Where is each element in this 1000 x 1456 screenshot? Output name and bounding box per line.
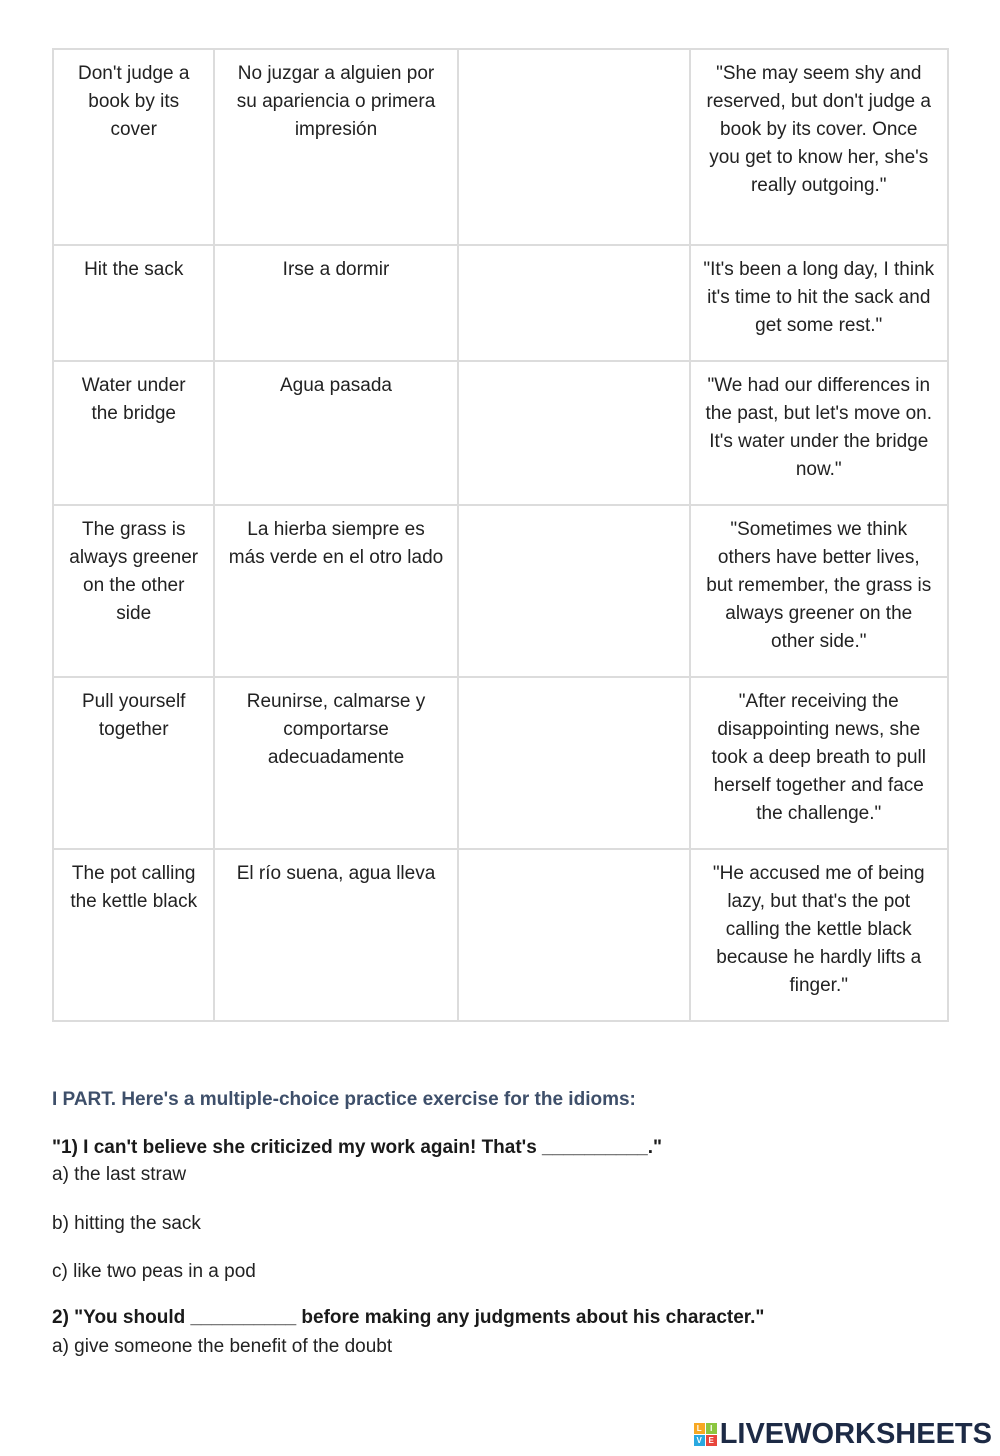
question-2: 2) "You should __________ before making any judgments about his character." <box>52 1307 765 1328</box>
answer-cell[interactable] <box>458 49 690 245</box>
meaning-cell: Irse a dormir <box>214 245 457 361</box>
logo-mark-letter: E <box>706 1435 717 1446</box>
logo-mark-letter: V <box>694 1435 705 1446</box>
liveworksheets-logo <box>694 1418 992 1451</box>
question-2-option-a[interactable]: a) give someone the benefit of the doubt <box>52 1336 393 1357</box>
meaning-cell: Reunirse, calmarse y comportarse adecuadamente <box>214 677 457 849</box>
answer-cell[interactable] <box>458 677 690 849</box>
example-cell: "It's been a long day, I think it's time to hit the sack and get some rest." <box>690 245 949 361</box>
answer-cell[interactable] <box>458 361 690 505</box>
idiom-cell: The pot calling the kettle black <box>53 849 214 1021</box>
logo-text: LIVEWORKSHEETS <box>719 1418 992 1450</box>
table-row <box>53 505 948 677</box>
meaning-cell: No juzgar a alguien por su apariencia o primera impresión <box>214 49 457 245</box>
example-cell: "He accused me of being lazy, but that's the pot calling the kettle black because he hardly lifts a finger." <box>690 849 949 1021</box>
answer-cell[interactable] <box>458 849 690 1021</box>
exercise-title: I PART. Here's a multiple-choice practice exercise for the idioms: <box>52 1089 636 1110</box>
logo-mark-letter: I <box>706 1423 717 1434</box>
idioms-table <box>52 48 949 1022</box>
question-1-option-c[interactable]: c) like two peas in a pod <box>52 1261 256 1282</box>
idiom-cell: Pull yourself together <box>53 677 214 849</box>
meaning-cell: Agua pasada <box>214 361 457 505</box>
table-row <box>53 849 948 1021</box>
table-row <box>53 361 948 505</box>
idiom-cell: Hit the sack <box>53 245 214 361</box>
answer-cell[interactable] <box>458 505 690 677</box>
meaning-cell: El río suena, agua lleva <box>214 849 457 1021</box>
table-row <box>53 49 948 245</box>
table-row <box>53 245 948 361</box>
table-row <box>53 677 948 849</box>
question-1-option-a[interactable]: a) the last straw <box>52 1164 187 1185</box>
idiom-cell: The grass is always greener on the other side <box>53 505 214 677</box>
logo-mark-letter: L <box>694 1423 705 1434</box>
example-cell: "She may seem shy and reserved, but don't judge a book by its cover. Once you get to know her, she's really outgoing." <box>690 49 949 245</box>
meaning-cell: La hierba siempre es más verde en el otro lado <box>214 505 457 677</box>
example-cell: "After receiving the disappointing news, she took a deep breath to pull herself together and face the challenge." <box>690 677 949 849</box>
logo-mark-icon <box>694 1423 717 1446</box>
idiom-cell: Water under the bridge <box>53 361 214 505</box>
idiom-cell: Don't judge a book by its cover <box>53 49 214 245</box>
question-1: "1) I can't believe she criticized my work again! That's __________." <box>52 1137 662 1158</box>
example-cell: "We had our differences in the past, but let's move on. It's water under the bridge now." <box>690 361 949 505</box>
example-cell: "Sometimes we think others have better lives, but remember, the grass is always greener on the other side." <box>690 505 949 677</box>
answer-cell[interactable] <box>458 245 690 361</box>
question-1-option-b[interactable]: b) hitting the sack <box>52 1213 201 1234</box>
